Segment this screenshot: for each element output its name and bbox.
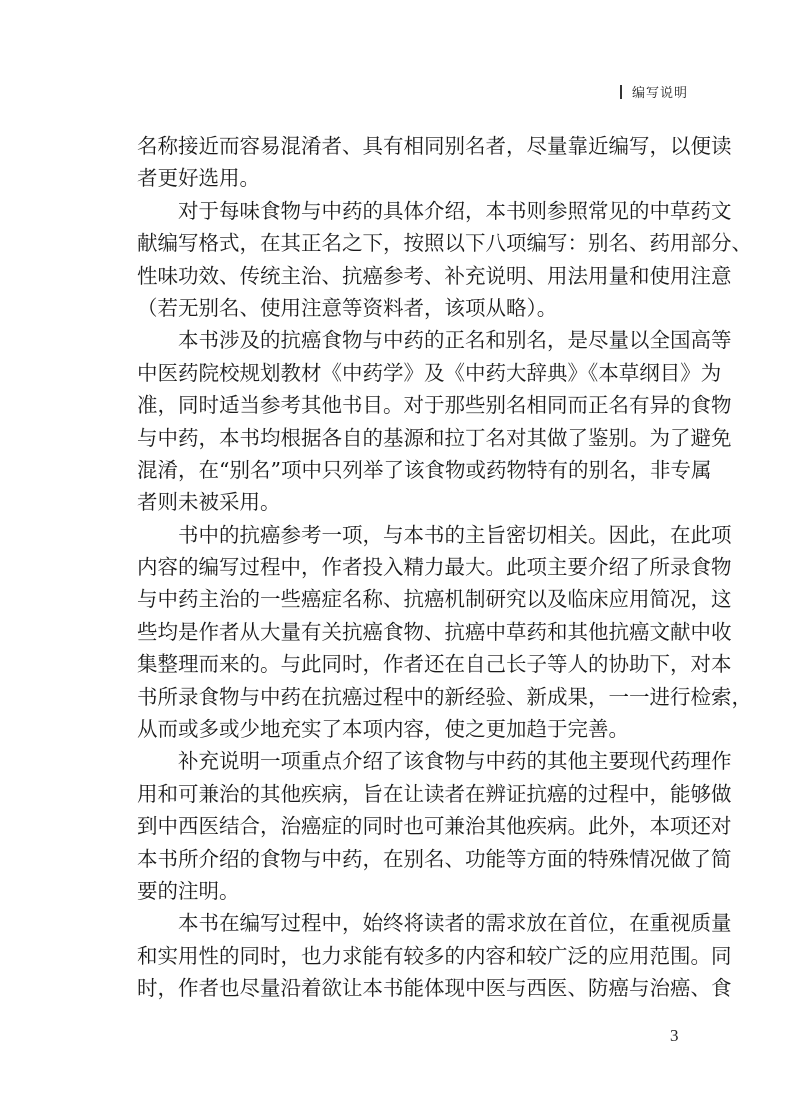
text-line: 书中的抗癌参考一项，与本书的主旨密切相关。因此，在此项 [178, 522, 732, 547]
text-line: 些均是作者从大量有关抗癌食物、抗癌中草药和其他抗癌文献中收 [137, 619, 732, 644]
text-line: 要的注明。 [137, 878, 240, 903]
text-line: 用和可兼治的其他疾病，旨在让读者在辨证抗癌的过程中，能够做 [137, 781, 732, 806]
text-line: 时，作者也尽量沿着欲让本书能体现中医与西医、防癌与治癌、食 [137, 976, 732, 1001]
paragraph [137, 324, 732, 518]
text-line: 混淆，在“别名”项中只列举了该食物或药物特有的别名，非专属 [137, 457, 712, 482]
text-line: 本书在编写过程中，始终将读者的需求放在首位，在重视质量 [178, 911, 732, 936]
paragraph [137, 745, 732, 907]
text-line: 内容的编写过程中，作者投入精力最大。此项主要介绍了所录食物 [137, 555, 732, 580]
text-line: 名称接近而容易混淆者、具有相同别名者，尽量靠近编写，以便读 [137, 134, 732, 158]
text-line: 和实用性的同时，也力求能有较多的内容和较广泛的应用范围。同 [137, 943, 732, 968]
text-line: （若无别名、使用注意等资料者，该项从略）。 [137, 295, 558, 320]
page-number: 3 [670, 1026, 679, 1045]
running-header [620, 82, 688, 101]
text-line: 书所录食物与中药在抗癌过程中的新经验、新成果，一一进行检索， [137, 684, 752, 709]
paragraph [137, 519, 752, 746]
text-line: 者更好选用。 [137, 166, 260, 191]
text-line: 到中西医结合，治癌症的同时也可兼治其他疾病。此外，本项还对 [137, 814, 732, 839]
text-line: 性味功效、传统主治、抗癌参考、补充说明、用法用量和使用注意 [137, 263, 732, 288]
header-divider [620, 85, 622, 99]
paragraph [137, 907, 732, 1004]
text-line: 准，同时适当参考其他书目。对于那些别名相同而正名有异的食物 [137, 393, 732, 418]
paragraph [137, 195, 752, 325]
text-line: 本书所介绍的食物与中药，在别名、功能等方面的特殊情况做了简 [137, 846, 732, 871]
body-text [137, 130, 752, 1005]
paragraph [137, 130, 732, 195]
text-line: 从而或多或少地充实了本项内容，使之更加趋于完善。 [137, 717, 629, 742]
text-line: 者则未被采用。 [137, 490, 281, 515]
text-line: 补充说明一项重点介绍了该食物与中药的其他主要现代药理作 [178, 749, 732, 774]
text-line: 与中药主治的一些癌症名称、抗癌机制研究以及临床应用简况，这 [137, 587, 732, 612]
section-title: 编写说明 [631, 86, 688, 101]
text-line: 集整理而来的。与此同时，作者还在自己长子等人的协助下，对本 [137, 652, 732, 677]
text-line: 中医药院校规划教材《中药学》及《中药大辞典》《本草纲目》为 [137, 360, 722, 385]
text-line: 献编写格式，在其正名之下，按照以下八项编写：别名、药用部分、 [137, 231, 752, 256]
text-line: 对于每味食物与中药的具体介绍，本书则参照常见的中草药文 [178, 198, 732, 223]
text-line: 与中药，本书均根据各自的基源和拉丁名对其做了鉴别。为了避免 [137, 425, 732, 450]
text-line: 本书涉及的抗癌食物与中药的正名和别名，是尽量以全国高等 [178, 328, 732, 353]
